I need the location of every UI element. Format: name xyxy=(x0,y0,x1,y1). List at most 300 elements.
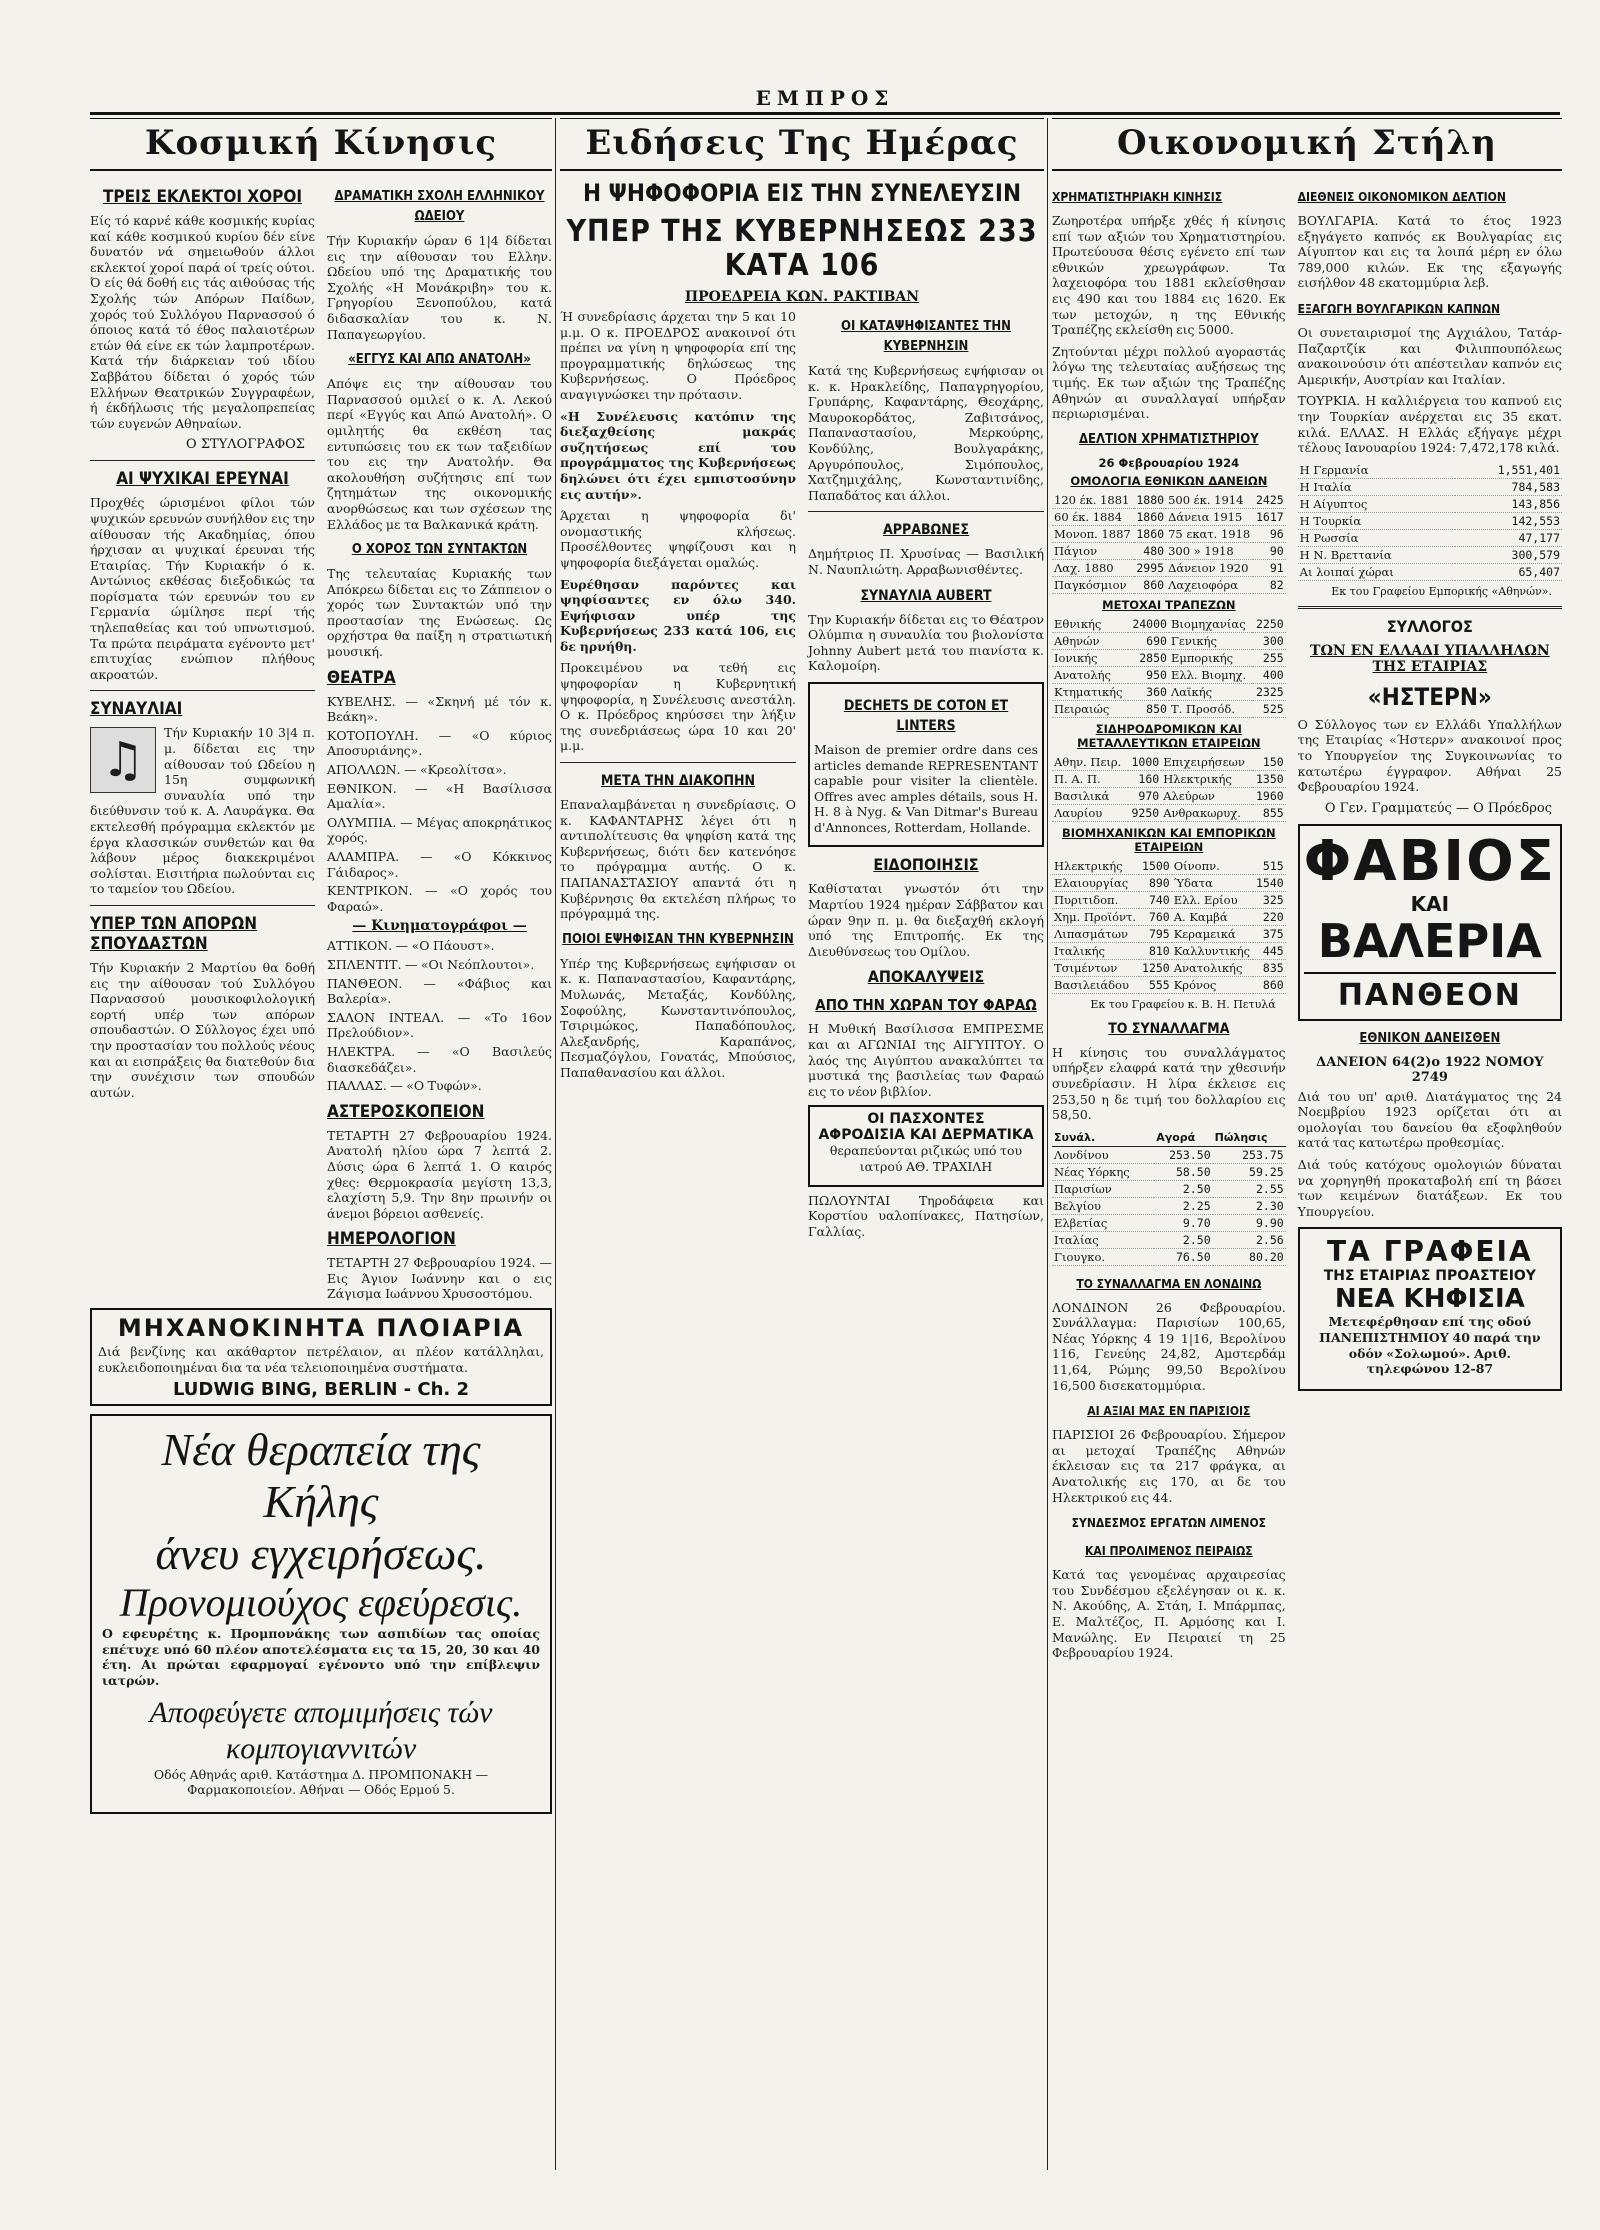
table-cell: 500 έκ. 1914 xyxy=(1166,492,1253,509)
society-right xyxy=(327,179,552,1308)
table-cell: 2250 xyxy=(1252,616,1285,633)
section-banner: Οικονομική Στήλη xyxy=(1052,118,1562,171)
article-heading: ΣΥΝΔΕΣΜΟΣ ΕΡΓΑΤΩΝ ΛΙΜΕΝΟΣ xyxy=(1071,1516,1266,1531)
table-row xyxy=(1052,1197,1286,1214)
divider xyxy=(808,511,1044,512)
table-cell: 2850 xyxy=(1128,649,1169,666)
news-columns xyxy=(560,309,1044,1245)
society-text: Ο Σύλλογος των εν Ελλάδι Υπαλλήλων της Εταιρίας «Ήστερν» ανακοινοί προς το Υπουργείον της Συγκοινωνίας το κατωτέρω έγγραφον. Αθήναι 25 Φεβρουαρίου 1924. xyxy=(1297,716,1562,795)
ad-text: Ο εφευρέτης κ. Προμπονάκης των ασπιδίων τας οποίας επέτυχε υπό 60 πλέον αποτελέσματα εις τα 15, 20, 30 και 40 έτη. Αι πρώται εφαρμογαί εγένοντο υπό την επίβλεψιν ιατρών. xyxy=(102,1626,540,1689)
ad-headline: Νέα θεραπεία της Κήλης xyxy=(161,1424,481,1528)
table-cell: 59.25 xyxy=(1213,1163,1286,1180)
article-text: Ζωηροτέρα υπήρξε χθές ή κίνησις επί των αξιών του Χρηματιστηρίου. Πρωτεύουσα θέσις εγένετο επί των εθνικών χρεωγράφων. Τα λαχειοφόρα του 1881 εκλείσθησαν εις 490 και του 1884 εις 1620. Εκ των μετοχών, η της Εθνικής Τραπέζης εκλείσθη εις 5000. xyxy=(1052,213,1286,338)
fx-heading: ΤΟ ΣΥΝΑΛΛΑΓΜΑ xyxy=(1108,1020,1230,1037)
dermatology-ad xyxy=(808,1105,1044,1186)
table-cell: 855 xyxy=(1252,804,1286,821)
column-header: Συνάλ. xyxy=(1052,1129,1154,1147)
article-text: Απόψε εις την αίθουσαν του Παρνασσού ομιλεί ο κ. Λ. Λεκού περί «Εγγύς και Απώ Ανατολή». Ο ομιλητής θα εκθέση τας εντυπώσεις του εκ των ταξειδίων του εις την Ανατολήν. Θα ακολουθήση συζήτησις επί των ζητημάτων της οικονομικής ανορθώσεως και των σχέσεων της Ελλάδος με τα Βαλκανικά κράτη. xyxy=(327,376,552,532)
table-cell: 96 xyxy=(1253,525,1285,542)
table-cell: 1,551,401 xyxy=(1455,462,1562,479)
table-cell: Ελλ. Ερίου xyxy=(1172,891,1254,908)
table-row xyxy=(1052,787,1286,804)
table-row xyxy=(1052,649,1286,666)
cinema-heading: — Κινηματογράφοι — xyxy=(352,918,527,935)
table-cell: 143,856 xyxy=(1455,495,1562,512)
table-cell: Βελγίου xyxy=(1052,1197,1154,1214)
table-cell: Ηλεκτρικής xyxy=(1161,770,1252,787)
table-cell: Ανατολικής xyxy=(1172,959,1254,976)
table-cell: 1000 xyxy=(1128,754,1162,771)
table-row xyxy=(1052,770,1286,787)
theatre-item: ΚΕΝΤΡΙΚΟΝ. — «Ο χορός του Φαραώ». xyxy=(327,883,552,914)
ad-heading: ΟΙ ΠΑΣΧΟΝΤΕΣ xyxy=(867,1111,985,1128)
column-header: Πώλησις xyxy=(1213,1129,1286,1147)
table-row xyxy=(1052,858,1286,875)
article-text: Ή συνεδρίασις άρχεται την 5 και 10 μ.μ. Ο κ. ΠΡΟΕΔΡΟΣ ανακοινοί ότι πρέπει να γίνη η ψηφοφορία επί της προγραμματικής δηλώσεως της Κυβερνήσεως. Ο Πρόεδρος αναγιγνώσκει την πρότασιν. xyxy=(560,309,796,402)
table-cell: 835 xyxy=(1253,959,1285,976)
column-rule xyxy=(1047,118,1048,2170)
table-cell: 375 xyxy=(1253,925,1285,942)
table-cell: Η Τουρκία xyxy=(1298,512,1456,529)
table-row xyxy=(1052,616,1286,633)
observatory-text: ΤΕΤΑΡΤΗ 27 Φεβρουαρίου 1924. Ανατολή ηλίου ώρα 7 λεπτά 2. Δύσις ώρα 6 λεπτά 1. Ο καιρός χθες: Θερμοκρασία μεγίστη 13,3, ελαχίστη 5,9. Την 8ην πρωινήν οι άνεμοι βόρειοι ασθενείς. xyxy=(327,1127,552,1221)
table-row xyxy=(1052,908,1286,925)
table-cell: 2.56 xyxy=(1213,1231,1286,1248)
article-heading: ΟΙ ΚΑΤΑΨΗΦΙΣΑΝΤΕΣ ΤΗΝ ΚΥΒΕΡΝΗΣΙΝ xyxy=(841,319,1011,354)
table-cell: 890 xyxy=(1139,874,1171,891)
table-cell: 58.50 xyxy=(1154,1163,1212,1180)
table-cell: Επιχειρήσεων xyxy=(1161,754,1252,771)
table-cell: Βιομηχανίας xyxy=(1169,616,1252,633)
observatory-heading: ΑΣΤΕΡΟΣΚΟΠΕΙΟΝ xyxy=(327,1101,485,1122)
table-cell: Η Ρωσσία xyxy=(1298,529,1456,546)
loan-text: Διά τούς κατόχους ομολογιών δύναται να χορηγηθή προκαταβολή επί τη βάσει των κειμένων διατάξεων. Εκ του Υπουργείου. xyxy=(1297,1157,1562,1219)
article-text: ΠΑΡΙΣΙΟΙ 26 Φεβρουαρίου. Σήμερον αι μετοχαί Τραπέζης Αθηνών έκλεισαν εις τα 217 φράγκα, αι Ανατολικής εις 170, αι δε του Ηλεκτρικού εις 44. xyxy=(1052,1427,1286,1505)
table-row xyxy=(1052,1248,1286,1265)
table-cell: Η Ν. Βρεττανία xyxy=(1298,546,1456,563)
article-text: Δημήτριος Π. Χρυσίνας — Βασιλική Ν. Ναυπλιώτη. Αρραβωνισθέντες. xyxy=(808,546,1044,577)
table-cell: 1250 xyxy=(1139,959,1171,976)
table-cell: Χημ. Προϊόντ. xyxy=(1052,908,1139,925)
table-cell: 82 xyxy=(1253,576,1285,593)
table-cell: Λαυρίου xyxy=(1052,804,1128,821)
table-cell: 1960 xyxy=(1252,787,1286,804)
table-cell: 1860 xyxy=(1134,525,1166,542)
table-cell: 2.50 xyxy=(1154,1231,1212,1248)
table-cell: 515 xyxy=(1253,858,1285,875)
article-heading: ΧΡΗΜΑΤΙΣΤΗΡΙΑΚΗ ΚΙΝΗΣΙΣ xyxy=(1052,190,1223,204)
ad-headline: άνευ εγχειρήσεως. xyxy=(155,1528,487,1580)
table-cell: 9.70 xyxy=(1154,1214,1212,1231)
table-cell: Λονδίνου xyxy=(1052,1146,1154,1163)
table-cell: 2.25 xyxy=(1154,1197,1212,1214)
theatre-item: ΑΠΟΛΛΩΝ. — «Κρεολίτσα». xyxy=(327,762,507,778)
table-cell: Ελβετίας xyxy=(1052,1214,1154,1231)
cinema-list xyxy=(327,938,552,1093)
table-row xyxy=(1052,508,1286,525)
article-text: Υπέρ της Κυβερνήσεως εψήφισαν οι κ. κ. Παπαναστασίου, Καφαντάρης, Μυλωνάς, Μεταξάς, Κονδύλης, Σοφούλης, Κωνσταντινόπουλος, Τσιριμώκος, Παπαδόπουλος, Αλεξανδρής, Καραπάνος, Πεσμαζόγλου, Γονατάς, Μπούσιος, Παπαθανασίου και άλλοι. xyxy=(560,955,796,1080)
table-row xyxy=(1052,1214,1286,1231)
column-news xyxy=(560,118,1044,2190)
table-row xyxy=(1052,804,1286,821)
theatre-list xyxy=(327,694,552,915)
table-cell: Π. Α. Π. xyxy=(1052,770,1128,787)
article-text: Οι συνεταιρισμοί της Αγχιάλου, Τατάρ-Παζαρτζίκ και Φιλιππουπόλεως ανακοινούσιν ότι απέστειλαν καπνόν εις Αμερικήν, Αυστρίαν και Ιταλίαν. xyxy=(1297,324,1562,387)
film-venue: ΠΑΝΘΕΟΝ xyxy=(1304,972,1556,1013)
table-cell: Ελλ. Βιομηχ. xyxy=(1169,666,1252,683)
table-cell: 2.50 xyxy=(1154,1180,1212,1197)
table-cell: 400 xyxy=(1252,666,1285,683)
music-note-icon: ♫ xyxy=(90,727,156,793)
table-row xyxy=(1052,942,1286,959)
table-row xyxy=(1052,1146,1286,1163)
table-row xyxy=(1052,925,1286,942)
table-row xyxy=(1052,754,1286,771)
table-cell: Τσιμέντων xyxy=(1052,959,1139,976)
cinema-item: ΣΑΛΟΝ ΙΝΤΕΑΛ. — «Το 16ον Πρελούδιον». xyxy=(327,1009,552,1041)
table-cell: 360 xyxy=(1128,683,1169,700)
table-cell: Ηλεκτρικής xyxy=(1052,858,1139,875)
table-cell: 2325 xyxy=(1252,683,1285,700)
lead-subhead: ΠΡΟΕΔΡΕΙΑ ΚΩΝ. ΡΑΚΤΙΒΑΝ xyxy=(684,289,920,305)
table-row xyxy=(1052,525,1286,542)
article-text xyxy=(90,725,315,897)
table-cell: 1500 xyxy=(1139,858,1171,875)
article-signature: Ο ΣΤΥΛΟΓΡΑΦΟΣ xyxy=(186,437,305,453)
theatre-item: ΑΛΑΜΠΡΑ. — «Ο Κόκκινος Γάιδαρος». xyxy=(327,849,552,880)
film-title: ΒΑΛΕΡΙΑ xyxy=(1317,913,1542,968)
ad-warning: Αποφεύγετε απομιμήσεις τών κομπογιαννιτών xyxy=(149,1695,493,1765)
table-cell: Ιταλίας xyxy=(1052,1231,1154,1248)
article-text: Κατά της Κυβερνήσεως εψήφισαν οι κ. κ. Ηρακλείδης, Παπαγρηγορίου, Γρυπάρης, Καφαντάρης, Θεοχάρης, Μαυροκορδάτος, Ζαβιτσάνος, Παπαναστασίου, Μερκούρης, Κονδύλης, Βουλγαράκης, Αργυρόπουλος, Σιμόπουλος, Χατζημιχάλης, Κωνσταντινίδης, Παπαδάτος και άλλοι. xyxy=(808,363,1044,503)
ad-title: ΜΗΧΑΝΟΚΙΝΗΤΑ ΠΛΟΙΑΡΙΑ xyxy=(117,1314,525,1343)
theatre-heading: ΘΕΑΤΡΑ xyxy=(327,667,396,688)
column-rule xyxy=(555,118,556,2170)
article-text: ΤΟΥΡΚΙΑ. Η καλλιέργεια του καπνού εις την Τουρκίαν ανέρχεται εις 35 εκατ. κιλά. ΕΛΛΑΣ. Η Ελλάς εξήγαγε μέχρι τέλους Ιανουαρίου 1924: 7,472,178 κιλά. xyxy=(1297,393,1562,456)
table-cell: Κρόνος xyxy=(1172,976,1254,993)
calendar-heading: ΗΜΕΡΟΛΟΓΙΟΝ xyxy=(327,1229,456,1250)
table-cell: Εμπορικής xyxy=(1169,649,1252,666)
divider xyxy=(90,460,315,461)
table-cell: 970 xyxy=(1128,787,1162,804)
table-row xyxy=(1298,462,1562,479)
lead-headline: Η ΨΗΦΟΦΟΡΙΑ ΕΙΣ ΤΗΝ ΣΥΝΕΛΕΥΣΙΝ xyxy=(582,179,1022,207)
table-cell: 142,553 xyxy=(1455,512,1562,529)
board-date: 26 Φεβρουαρίου 1924 xyxy=(1098,455,1240,470)
board-source: Εκ του Γραφείου κ. Β. Η. Πετυλά xyxy=(1090,997,1276,1011)
article-text: Επαναλαμβάνεται η συνεδρίασις. Ο κ. ΚΑΦΑΝΤΑΡΗΣ λέγει ότι η αντιπολίτευσις θα ψηφίση κατά της Κυβερνήσεως, διότι δεν κατενόησε το πρόγραμμα αυτής. Ο κ. ΠΑΠΑΝΑΣΤΑΣΙΟΥ απαντά ότι η Κυβέρνησις θα εκτελέση πλήρως το πρόγραμμά της. xyxy=(560,797,796,922)
table-cell: Ιταλικής xyxy=(1052,942,1139,959)
table-cell: 75 εκατ. 1918 xyxy=(1166,525,1253,542)
ad-subheading: ΤΗΣ ΕΤΑΙΡΙΑΣ ΠΡΟΑΣΤΕΙΟΥ xyxy=(1323,1268,1536,1285)
article-text: ΛΟΝΔΙΝΟΝ 26 Φεβρουαρίου. Συνάλλαγμα: Παρισίων 100,65, Νέας Υόρκης 4 19 1|16, Βερολίνου 116, Γενεύης 24,82, Αμστερδάμ 11,64, Ρώμης 99,50 Βερολίνου 16,500 δισεκατομμύρια. xyxy=(1052,1299,1286,1393)
cinema-item: ΣΠΛΕΝΤΙΤ. — «Οι Νεόπλουτοι». xyxy=(327,956,535,972)
article-heading: ΤΟ ΣΥΝΑΛΛΑΓΜΑ ΕΝ ΛΟΝΔΙΝΩ xyxy=(1076,1276,1262,1291)
article-heading: ΤΡΕΙΣ ΕΚΛΕΚΤΟΙ ΧΟΡΟΙ xyxy=(102,187,303,207)
society-subheading: ΤΩΝ ΕΝ ΕΛΛΑΔΙ ΥΠΑΛΛΗΛΩΝ ΤΗΣ ΕΤΑΙΡΙΑΣ xyxy=(1310,642,1550,675)
fx-table xyxy=(1052,1129,1286,1266)
ad-brand: LUDWIG BING, BERLIN - Ch. 2 xyxy=(172,1379,470,1401)
article-text: Η Μυθική Βασίλισσα ΕΜΠΡΕΣΜΕ και αι ΑΓΩΝΙΑΙ της ΑΙΓΥΠΤΟΥ. Ο λαός της Αιγύπτου ανακαλύπτει τα μυστικά της βασιλείας των Φαραώ εις το νέον βιβλίον. xyxy=(808,1021,1044,1099)
table-cell: Ελαιουργίας xyxy=(1052,874,1139,891)
article-heading: ΚΑΙ ΠΡΟΛΙΜΕΝΟΣ ΠΕΙΡΑΙΩΣ xyxy=(1084,1544,1253,1559)
table-row xyxy=(1298,563,1562,580)
article-text: «Η Συνέλευσις κατόπιν της διεξαχθείσης μακράς συζητήσεως επί του προγράμματος της Κυβερνήσεως δηλώνει ότι έχει εμπιστοσύνην εις αυτήν». xyxy=(560,408,796,502)
ad-footer: Οδός Αθηνάς αριθ. Κατάστημα Δ. ΠΡΟΜΠΟΝΑΚΗ — Φαρμακοποιείον. Αθήναι — Οδός Ερμού 5. xyxy=(153,1766,489,1798)
table-cell: 1880 xyxy=(1134,492,1166,509)
table-row xyxy=(1298,546,1562,563)
table-cell: Τ. Προσόδ. xyxy=(1169,700,1252,717)
divider xyxy=(1298,606,1562,609)
society-columns xyxy=(90,179,552,1308)
cinema-item: ΑΤΤΙΚΟΝ. — «Ο Πάουστ». xyxy=(327,938,495,954)
table-cell: Οίνοπν. xyxy=(1172,858,1254,875)
article-heading: ΑΙ ΨΥΧΙΚΑΙ ΕΡΕΥΝΑΙ xyxy=(116,469,289,490)
table-cell: 2425 xyxy=(1253,492,1285,509)
ad-text: Διά βενζίνης και ακάθαρτον πετρέλαιον, αι πλέον κατάλληλαι, ευκλειδοποιημέναι δια τα νέα τελειοποιημένα συστήματα. xyxy=(98,1344,544,1375)
table-cell: Κτηματικής xyxy=(1052,683,1128,700)
table-cell: Αλεύρων xyxy=(1161,787,1252,804)
column-society xyxy=(90,118,552,2190)
article-heading: ΜΕΤΑ ΤΗΝ ΔΙΑΚΟΠΗΝ xyxy=(600,773,756,790)
society-left xyxy=(90,179,315,1308)
news-right xyxy=(808,309,1044,1245)
table-cell: 760 xyxy=(1139,908,1171,925)
table-header-row xyxy=(1052,1129,1286,1147)
table-cell: 253.75 xyxy=(1213,1146,1286,1163)
table-cell: Νέας Υόρκης xyxy=(1052,1163,1154,1180)
society-signature: Ο Γεν. Γραμματεύς — Ο Πρόεδρος xyxy=(1324,800,1552,816)
article-heading: ΑΙ ΑΞΙΑΙ ΜΑΣ ΕΝ ΠΑΡΙΣΙΟΙΣ xyxy=(1087,1404,1251,1419)
table-cell: Δάνειον 1920 xyxy=(1166,559,1253,576)
bonds-table xyxy=(1052,492,1286,594)
section-banner: Ειδήσεις Της Ημέρας xyxy=(560,118,1044,171)
table-cell: Παγκόσμιον xyxy=(1052,576,1134,593)
article-text: Καθίσταται γνωστόν ότι την Μαρτίου 1924 ημέραν Σάββατον και ώραν 9ην π. μ. θα διεξαχθή εκλογή υπό της Επιτροπής. Εκ της Διευθύνσεως του Ομίλου. xyxy=(808,881,1044,959)
cinema-item: ΗΛΕΚΤΡΑ. — «Ο Βασιλεύς διασκεδάζει». xyxy=(327,1043,552,1075)
loan-heading: ΕΘΝΙΚΟΝ ΔΑΝΕΙΣΘΕΝ xyxy=(1359,1030,1501,1046)
ad-headline: Προνομιούχος εφεύρεσις. xyxy=(119,1580,523,1626)
table-cell: 300 » 1918 xyxy=(1166,542,1253,559)
table-cell: 91 xyxy=(1253,559,1285,576)
industry-table xyxy=(1052,858,1286,994)
offices-ad xyxy=(1298,1227,1562,1390)
table-cell: Ύδατα xyxy=(1172,874,1254,891)
table-row xyxy=(1052,976,1286,993)
article-heading: ΣΥΝΑΥΛΙΑΙ xyxy=(90,699,183,720)
table-cell: Εθνικής xyxy=(1052,616,1128,633)
ad-text: Μετεφέρθησαν επί της οδού ΠΑΝΕΠΙΣΤΗΜΙΟΥ 40 παρά την οδόν «Σολωμού». Αριθ. τηλεφώνου 12-87 xyxy=(1319,1314,1541,1377)
table-row xyxy=(1052,959,1286,976)
article-text: Είς τό καρνέ κάθε κοσμικής κυρίας καί κάθε κοσμικού κυρίου δέν είνε δυνατόν νά σημειωθούν άλλοι εκλεκτοί χοροί παρά οί τρείς ούτοι. Ό είς θά δοθή εις τάς αιθούσας τής Σχολής τών Απόρων Παίδων, χορός τού Συλλόγου Παρνασσού ό όποιος κατά τό έθος παλαιοτέρων ετών θά είνε εκ τών λαμπροτέρων. Κατά τήν διάρκειαν τού ιδίου Σαββάτου δίδεται ό χορός τών Ελλήνων Θεατρικών Συγγραφέων, ή έκδήλωσις τής μεγαλοπρεπείας τών ευγενών Αθηναίων. xyxy=(90,213,315,431)
article-heading: ΑΠΟ ΤΗΝ ΧΩΡΑΝ ΤΟΥ ΦΑΡΑΩ xyxy=(815,996,1037,1015)
table-cell: Βασιλειάδου xyxy=(1052,976,1139,993)
article-heading: ΥΠΕΡ ΤΩΝ ΑΠΟΡΩΝ ΣΠΟΥΔΑΣΤΩΝ xyxy=(90,913,258,954)
article-heading: ΔΙΕΘΝΕΙΣ ΟΙΚΟΝΟΜΙΚΟΝ ΔΕΛΤΙΟΝ xyxy=(1297,190,1506,204)
article-heading: ΑΠΟΚΑΛΥΨΕΙΣ xyxy=(867,967,985,987)
table-row xyxy=(1052,666,1286,683)
society-name: «ΗΣΤΕΡΝ» xyxy=(1367,682,1492,711)
table-cell: Η Αίγυπτος xyxy=(1298,495,1456,512)
table-row xyxy=(1052,1231,1286,1248)
loan-subheading: ΔΑΝΕΙΟΝ 64(2)ο 1922 ΝΟΜΟΥ 2749 xyxy=(1316,1054,1544,1085)
table-cell: 784,583 xyxy=(1455,478,1562,495)
film-title-join: ΚΑΙ xyxy=(1410,891,1450,916)
table-row xyxy=(1052,1163,1286,1180)
article-heading: ΔΡΑΜΑΤΙΚΗ ΣΧΟΛΗ ΕΛΛΗΝΙΚΟΥ ΩΔΕΙΟΥ xyxy=(334,189,545,224)
table-cell: Η Γερμανία xyxy=(1298,462,1456,479)
article-heading: ΕΙΔΟΠΟΙΗΣΙΣ xyxy=(873,855,979,875)
table-cell: 850 xyxy=(1128,700,1169,717)
ad-heading: ΑΦΡΟΔΙΣΙΑ ΚΑΙ ΔΕΡΜΑΤΙΚΑ xyxy=(818,1127,1034,1144)
table-cell: Μονοπ. 1887 xyxy=(1052,525,1134,542)
divider xyxy=(90,690,315,691)
article-heading: ΑΡΡΑΒΩΝΕΣ xyxy=(882,522,969,539)
loan-text: Διά του υπ' αριθ. Διατάγματος της 24 Νοεμβρίου 1923 ορίζεται ότι αι ομολογίαι του δανείου θα εξοφληθούν κατά τας κατωτέρω προθεσμίας. xyxy=(1297,1088,1562,1151)
table-cell: Πειραιώς xyxy=(1052,700,1128,717)
article-text: Της τελευταίας Κυριακής των Απόκρεω δίδεται εις το Ζάππειον ο χορός των Συντακτών υπό την προστασίαν της Ενώσεως. Ως ορχήστρα θα παίξη η στρατιωτική μουσική. xyxy=(327,566,552,660)
table-cell: 950 xyxy=(1128,666,1169,683)
table-caption: ΟΜΟΛΟΓΙΑ ΕΘΝΙΚΩΝ ΔΑΝΕΙΩΝ xyxy=(1070,473,1268,488)
article-text: Άρχεται η ψηφοφορία δι' ονομαστικής κλήσεως. Προσέλθοντες ψηφίζουσι και η ψηφοφορία διεξάγεται ομαλώς. xyxy=(560,508,796,570)
table-cell: Καλλυντικής xyxy=(1172,942,1254,959)
table-cell: 2.55 xyxy=(1213,1180,1286,1197)
table-cell: Κεραμεικά xyxy=(1172,925,1254,942)
ad-heading: ΝΕΑ ΚΗΦΙΣΙΑ xyxy=(1334,1284,1525,1315)
table-cell: 810 xyxy=(1139,942,1171,959)
table-cell: 60 έκ. 1884 xyxy=(1052,508,1134,525)
theatre-item: ΚΥΒΕΛΗΣ. — «Σκηνή μέ τόν κ. Βεάκη». xyxy=(327,693,552,725)
table-cell: Λαϊκής xyxy=(1169,683,1252,700)
table-cell: Γενικής xyxy=(1169,632,1252,649)
ad-text: Maison de premier ordre dans ces articles demande REPRESENTANT capable pour visiter la clientèle. Offres avec amples détails, sous H. H. 8 à Nyg. & Van Ditmar's Bureau d'Annonces, Rotterdam, Hollande. xyxy=(814,741,1038,835)
table-cell: 2995 xyxy=(1134,559,1166,576)
table-cell: 1617 xyxy=(1253,508,1285,525)
table-cell: 300,579 xyxy=(1455,546,1562,563)
table-cell: 160 xyxy=(1128,770,1162,787)
article-heading: ΠΟΙΟΙ ΕΨΗΦΙΣΑΝ ΤΗΝ ΚΥΒΕΡΝΗΣΙΝ xyxy=(562,931,794,947)
table-row xyxy=(1052,700,1286,717)
table-cell: Αθην. Πειρ. xyxy=(1052,754,1128,771)
table-row xyxy=(1052,632,1286,649)
article-text: Τήν Κυριακήν 2 Μαρτίου θα δοθή εις την αίθουσαν τού Συλλόγου Παρνασσού μουσικοφιλολογική εορτή υπέρ των απόρων σπουδαστών. Ο Σύλλογος έχει υπό την προστασίαν του πολλούς νέους και αι εισπράξεις θα διατεθούν δια την συνέχισιν των σπουδών αυτών. xyxy=(90,959,315,1100)
article-text: Προχθές ώρισμένοι φίλοι τών ψυχικών ερευνών συνήλθον εις την αίθουσαν τής Ακαδημίας, όπου ήρχισαν αι ψυχικαί έρευναι τής Εταιρίας. Τήν Κυριακήν ό κ. Αντώνιος εκθέσας διεξοδικώς τα πορίσματα τών ερευνών του εν Γερμανία ώμίλησε περί τής τηλεπαθείας και τού υπνωτισμού. Τα πρώτα πειράματα εγένοντο μετ' επιτυχίας ενώπιον πλήθους ακροατών. xyxy=(90,495,315,682)
table-cell: 2.30 xyxy=(1213,1197,1286,1214)
table-cell: Λιπασμάτων xyxy=(1052,925,1139,942)
table-cell: 300 xyxy=(1252,632,1285,649)
article-heading: «ΕΓΓΥΣ ΚΑΙ ΑΠΩ ΑΝΑΤΟΛΗ» xyxy=(348,352,531,368)
table-cell: Αθηνών xyxy=(1052,632,1128,649)
section-banner: Κοσμική Κίνησις xyxy=(90,118,552,171)
table-cell: Γιουγκο. xyxy=(1052,1248,1154,1265)
exports-table xyxy=(1298,462,1562,581)
table-cell: 150 xyxy=(1252,754,1286,771)
table-cell: 253.50 xyxy=(1154,1146,1212,1163)
table-row xyxy=(1052,492,1286,509)
article-heading: ΣΥΝΑΥΛΙΑ AUBERT xyxy=(860,587,992,604)
theatre-item: ΕΘΝΙΚΟΝ. — «Η Βασίλισσα Αμαλία». xyxy=(327,780,552,812)
banks-table xyxy=(1052,616,1286,718)
table-row xyxy=(1052,683,1286,700)
table-cell: Ανατολής xyxy=(1052,666,1128,683)
table-cell: 9.90 xyxy=(1213,1214,1286,1231)
economy-right xyxy=(1298,179,1562,1667)
rail-table xyxy=(1052,754,1286,822)
column-economy xyxy=(1052,118,1562,2190)
news-left xyxy=(560,309,796,1245)
table-cell: 255 xyxy=(1252,649,1285,666)
table-caption: ΜΕΤΟΧΑΙ ΤΡΑΠΕΖΩΝ xyxy=(1102,597,1236,612)
economy-left xyxy=(1052,179,1286,1667)
table-row xyxy=(1052,1180,1286,1197)
column-header: Αγορά xyxy=(1154,1129,1212,1147)
article-text: Τήν Κυριακήν ώραν 6 1|4 δίδεται εις την αίθουσαν του Ελλην. Ωδείου υπό της Δραματικής του Σχολής «Η Μονάκριβη» του κ. Γρηγορίου Ξενοπούλου, κατά διδασκαλίαν του κ. Ν. Παπαγεωργίου. xyxy=(327,233,552,342)
table-cell: 9250 xyxy=(1128,804,1162,821)
table-row xyxy=(1052,559,1286,576)
cinema-item: ΠΑΛΛΑΣ. — «Ο Τυφών». xyxy=(327,1078,482,1094)
theatre-item: ΚΟΤΟΠΟΥΛΗ. — «Ο κύριος Αποσυριάνης». xyxy=(327,727,552,759)
lead-headline: ΥΠΕΡ ΤΗΣ ΚΥΒΕΡΝΗΣΕΩΣ 233 ΚΑΤΑ 106 xyxy=(566,214,1038,283)
article-text: ΠΩΛΟΥΝΤΑΙ Τηροδάφεια και Κορστίου υαλοπίνακες, Πατησίων, Γαλλίας. xyxy=(808,1192,1044,1239)
divider xyxy=(560,762,796,763)
table-cell: Βασιλικά xyxy=(1052,787,1128,804)
table-cell: 76.50 xyxy=(1154,1248,1212,1265)
table-cell: 860 xyxy=(1134,576,1166,593)
ad-text: θεραπεύονται ριζικώς υπό του ιατρού ΑΘ. ΤΡΑΧΙΛΗ xyxy=(829,1143,1023,1174)
article-text: ΒΟΥΛΓΑΡΙΑ. Κατά το έτος 1923 εξηγάγετο καπνός εκ Βουλγαρίας εις Αίγυπτον και εις τα λοιπά μέρη εν όλω 789,000 κιλών. Εκ της εξαγωγής εισήλθον 48 εκατομμύρια λεβ. xyxy=(1297,213,1562,291)
table-cell: 24000 xyxy=(1128,616,1169,633)
ad-heading: ΤΑ ΓΡΑΦΕΙΑ xyxy=(1327,1235,1533,1269)
table-cell: Δάνεια 1915 xyxy=(1166,508,1253,525)
film-title: ΦΑΒΙΟΣ xyxy=(1303,828,1556,894)
table-cell: 65,407 xyxy=(1455,563,1562,580)
table-cell: 740 xyxy=(1139,891,1171,908)
table-cell: 1350 xyxy=(1252,770,1286,787)
film-ad xyxy=(1298,824,1562,1021)
table-row xyxy=(1298,512,1562,529)
hernia-ad xyxy=(90,1414,552,1814)
calendar-text: ΤΕΤΑΡΤΗ 27 Φεβρουαρίου 1924. — Εις Άγιον Ιωάννην και ο εις Ζάγισμα Ιωάννου Χρυσοστόμου. xyxy=(327,1255,552,1302)
table-cell: 525 xyxy=(1252,700,1285,717)
table-cell: 120 έκ. 1881 xyxy=(1052,492,1134,509)
table-row xyxy=(1298,529,1562,546)
table-cell: 1860 xyxy=(1134,508,1166,525)
vote-result: Ευρέθησαν παρόντες και ψηφίσαντες εν όλω 340. Εψήφισαν υπέρ της Κυβερνήσεως 233 κατά 106, εις δε ηρνήθη. xyxy=(560,576,796,654)
table-cell: 220 xyxy=(1253,908,1285,925)
table-cell: Λαχ. 1880 xyxy=(1052,559,1134,576)
divider xyxy=(90,905,315,906)
table-cell: 90 xyxy=(1253,542,1285,559)
table-cell: 1540 xyxy=(1253,874,1285,891)
concert-text: Τήν Κυριακήν 10 3|4 π. μ. δίδεται εις την αίθουσαν τού Ωδείου η 15η συμφωνική συναυλία υπό την διεύθυνσιν τού κ. Α. Λαυράγκα. Θα εκτελεσθή πρόγραμμα εκλεκτόν με έργα κλασσικών συνθετών και θα λάβουν μέρος διακεκριμένοι σολίσται. Εισιτήρια πωλούνται εις το ταμείον του Ωδείου. xyxy=(90,725,315,897)
table-cell: 80.20 xyxy=(1213,1248,1286,1265)
ad-heading: DECHETS DE COTON ET LINTERS xyxy=(843,697,1009,734)
table-row xyxy=(1052,576,1286,593)
table-cell: 325 xyxy=(1253,891,1285,908)
theatre-item: ΟΛΥΜΠΙΑ. — Μέγας αποκρηάτικος χορός. xyxy=(327,814,552,846)
table-row xyxy=(1298,478,1562,495)
board-heading: ΔΕΛΤΙΟΝ ΧΡΗΜΑΤΙΣΤΗΡΙΟΥ xyxy=(1078,431,1259,447)
table-cell: Πάγιον xyxy=(1052,542,1134,559)
table-cell: 47,177 xyxy=(1455,529,1562,546)
table-cell: 445 xyxy=(1253,942,1285,959)
society-heading: ΣΥΛΛΟΓΟΣ xyxy=(1386,616,1473,636)
table-cell: 555 xyxy=(1139,976,1171,993)
article-text: Την Κυριακήν δίδεται εις το Θέατρον Ολύμπια η συναυλία του βιολονίστα Johnny Aubert μετά του πιανίστα κ. Καλομοίρη. xyxy=(808,611,1044,674)
table-cell: Λαχειοφόρα xyxy=(1166,576,1253,593)
masthead xyxy=(90,86,1560,115)
table-cell: 795 xyxy=(1139,925,1171,942)
